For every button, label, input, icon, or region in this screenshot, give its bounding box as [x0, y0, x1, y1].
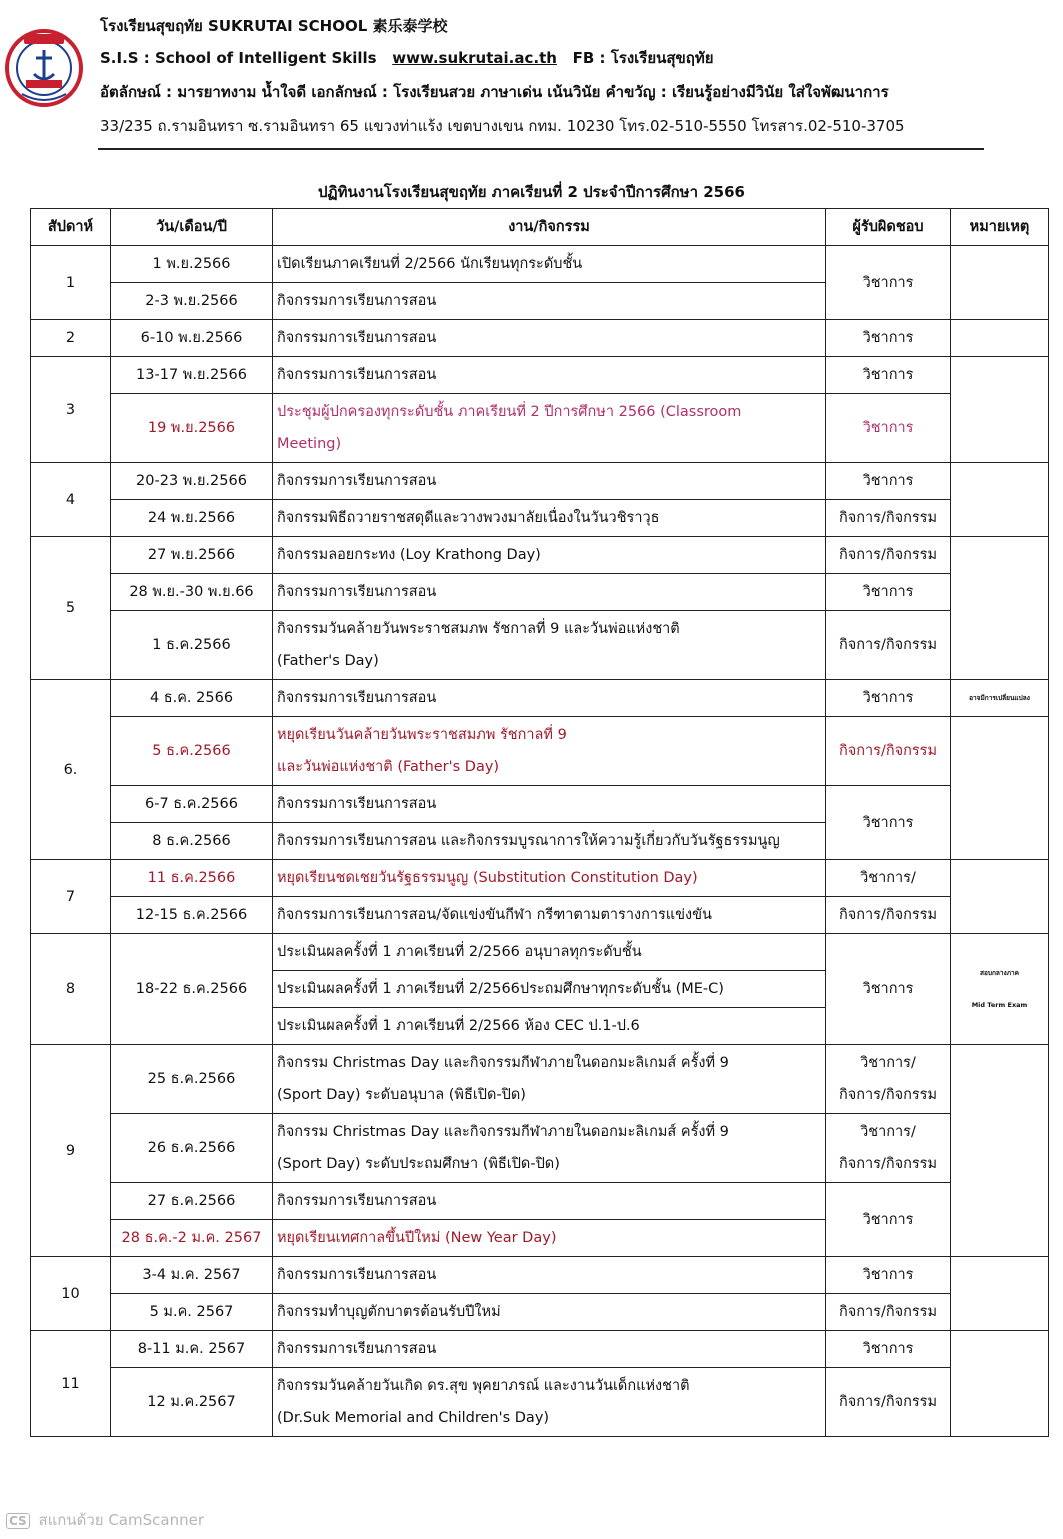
table-row: [31, 611, 1049, 680]
responsible-cell: กิจการ/กิจกรรม: [826, 1368, 951, 1437]
note-line: สอบกลางภาค: [979, 969, 1020, 977]
activity-line: (Sport Day) ระดับอนุบาล (พิธีเปิด-ปิด): [277, 1087, 526, 1103]
school-contact-line: [100, 46, 714, 70]
notes-cell: [951, 320, 1049, 357]
responsible-cell: วิชาการ: [826, 574, 951, 611]
responsible-cell: วิชาการ: [826, 680, 951, 717]
date-cell: 2-3 พ.ย.2566: [111, 283, 273, 320]
date-cell: 8 ธ.ค.2566: [111, 823, 273, 860]
date-cell: 6-7 ธ.ค.2566: [111, 786, 273, 823]
responsible-cell: วิชาการ: [826, 1331, 951, 1368]
table-row: [31, 1368, 1049, 1437]
date-cell: 19 พ.ย.2566: [111, 394, 273, 463]
activity-cell: กิจกรรมการเรียนการสอน/จัดแข่งขันกีฬา กรีฑาตามตารางการแข่งขัน: [273, 897, 826, 934]
table-row: [31, 574, 1049, 611]
table-row: [31, 1114, 1049, 1183]
responsible-cell: วิชาการ: [826, 357, 951, 394]
week-number: 1: [31, 246, 111, 320]
notes-cell: [951, 357, 1049, 463]
week-number: 6.: [31, 680, 111, 860]
activity-cell: กิจกรรมการเรียนการสอน: [273, 1331, 826, 1368]
table-row: [31, 934, 1049, 971]
notes-cell: [951, 463, 1049, 537]
school-slogan: S.I.S : School of Intelligent Skills: [100, 49, 377, 67]
activity-cell: [273, 1045, 826, 1114]
table-row: [31, 357, 1049, 394]
week-number: 7: [31, 860, 111, 934]
activity-cell: หยุดเรียนเทศกาลขึ้นปีใหม่ (New Year Day): [273, 1220, 826, 1257]
activity-cell: [273, 1368, 826, 1437]
table-row: [31, 246, 1049, 283]
activity-cell: ประเมินผลครั้งที่ 1 ภาคเรียนที่ 2/2566 อนุบาลทุกระดับชั้น: [273, 934, 826, 971]
date-cell: 1 พ.ย.2566: [111, 246, 273, 283]
date-cell: 20-23 พ.ย.2566: [111, 463, 273, 500]
col-header-notes: หมายเหตุ: [951, 209, 1049, 246]
activity-cell: กิจกรรมทำบุญตักบาตรต้อนรับปีใหม่: [273, 1294, 826, 1331]
table-row: [31, 500, 1049, 537]
activity-cell: กิจกรรมการเรียนการสอน: [273, 786, 826, 823]
camscanner-icon: CS: [6, 1513, 30, 1529]
week-number: 11: [31, 1331, 111, 1437]
table-header-row: [31, 209, 1049, 246]
activity-cell: [273, 611, 826, 680]
school-identity-line: อัตลักษณ์ : มารยาทงาม น้ำใจดี เอกลักษณ์ : โรงเรียนสวย ภาษาเด่น เน้นวินัย คำขวัญ : เรียนรู้อย่างมีวินัย ใส่ใจพัฒนาการ: [100, 83, 889, 101]
date-cell: 28 ธ.ค.-2 ม.ค. 2567: [111, 1220, 273, 1257]
activity-cell: กิจกรรมการเรียนการสอน: [273, 283, 826, 320]
date-cell: 3-4 ม.ค. 2567: [111, 1257, 273, 1294]
header-divider: [98, 148, 984, 150]
activity-line: กิจกรรม Christmas Day และกิจกรรมกีฬาภายในดอกมะลิเกมส์ ครั้งที่ 9: [277, 1055, 729, 1071]
responsible-cell: วิชาการ: [826, 1183, 951, 1257]
school-facebook: FB : โรงเรียนสุขฤทัย: [572, 49, 714, 67]
responsible-cell: กิจการ/กิจกรรม: [826, 611, 951, 680]
activity-line: กิจกรรม Christmas Day และกิจกรรมกีฬาภายในดอกมะลิเกมส์ ครั้งที่ 9: [277, 1124, 729, 1140]
activity-cell: ประเมินผลครั้งที่ 1 ภาคเรียนที่ 2/2566ประถมศึกษาทุกระดับชั้น (ME-C): [273, 971, 826, 1008]
table-row: [31, 1045, 1049, 1114]
table-row: [31, 786, 1049, 823]
week-number: 8: [31, 934, 111, 1045]
table-row: [31, 717, 1049, 786]
school-website-link[interactable]: www.sukrutai.ac.th: [392, 49, 557, 67]
school-name-line: โรงเรียนสุขฤทัย SUKRUTAI SCHOOL 素乐泰学校: [100, 17, 448, 35]
notes-cell: [951, 246, 1049, 320]
responsible-cell: กิจการ/กิจกรรม: [826, 537, 951, 574]
scanner-watermark: [6, 1508, 204, 1532]
week-number: 10: [31, 1257, 111, 1331]
date-cell: 26 ธ.ค.2566: [111, 1114, 273, 1183]
notes-cell: [951, 860, 1049, 934]
responsible-cell: วิชาการ: [826, 394, 951, 463]
week-number: 3: [31, 357, 111, 463]
date-cell: 28 พ.ย.-30 พ.ย.66: [111, 574, 273, 611]
activity-cell: กิจกรรมการเรียนการสอน: [273, 357, 826, 394]
responsible-cell: [826, 1045, 951, 1114]
table-row: [31, 394, 1049, 463]
table-row: [31, 860, 1049, 897]
week-number: 2: [31, 320, 111, 357]
notes-cell: [951, 717, 1049, 860]
activity-line: และวันพ่อแห่งชาติ (Father's Day): [277, 759, 500, 775]
date-cell: 27 พ.ย.2566: [111, 537, 273, 574]
activity-cell: หยุดเรียนชดเชยวันรัฐธรรมนูญ (Substitution Constitution Day): [273, 860, 826, 897]
activity-cell: กิจกรรมการเรียนการสอน: [273, 680, 826, 717]
responsible-cell: [826, 1114, 951, 1183]
table-row: [31, 1294, 1049, 1331]
activity-line: (Dr.Suk Memorial and Children's Day): [277, 1410, 550, 1426]
activity-cell: กิจกรรมการเรียนการสอน และกิจกรรมบูรณาการให้ความรู้เกี่ยวกับวันรัฐธรรมนูญ: [273, 823, 826, 860]
table-row: [31, 320, 1049, 357]
responsible-cell: วิชาการ: [826, 320, 951, 357]
document-title: ปฏิทินงานโรงเรียนสุขฤทัย ภาคเรียนที่ 2 ประจำปีการศึกษา 2566: [318, 183, 745, 201]
responsible-line: วิชาการ/: [860, 1124, 916, 1140]
activity-line: กิจกรรมวันคล้ายวันพระราชสมภพ รัชกาลที่ 9 และวันพ่อแห่งชาติ: [277, 621, 680, 637]
date-cell: 11 ธ.ค.2566: [111, 860, 273, 897]
responsible-cell: กิจการ/กิจกรรม: [826, 500, 951, 537]
activity-cell: กิจกรรมลอยกระทง (Loy Krathong Day): [273, 537, 826, 574]
activity-cell: เปิดเรียนภาคเรียนที่ 2/2566 นักเรียนทุกระดับชั้น: [273, 246, 826, 283]
date-cell: 4 ธ.ค. 2566: [111, 680, 273, 717]
responsible-cell: วิชาการ: [826, 463, 951, 500]
activity-line: Meeting): [277, 436, 342, 452]
responsible-cell: วิชาการ: [826, 786, 951, 860]
date-cell: 5 ธ.ค.2566: [111, 717, 273, 786]
letterhead: [0, 0, 1063, 160]
col-header-week: สัปดาห์: [31, 209, 111, 246]
date-cell: 12 ม.ค.2567: [111, 1368, 273, 1437]
col-header-activity: งาน/กิจกรรม: [273, 209, 826, 246]
date-cell: 6-10 พ.ย.2566: [111, 320, 273, 357]
week-number: 9: [31, 1045, 111, 1257]
responsible-cell: วิชาการ/: [826, 860, 951, 897]
table-row: [31, 680, 1049, 717]
activity-cell: ประเมินผลครั้งที่ 1 ภาคเรียนที่ 2/2566 ห้อง CEC ป.1-ป.6: [273, 1008, 826, 1045]
notes-cell: [951, 537, 1049, 680]
activity-cell: กิจกรรมการเรียนการสอน: [273, 1257, 826, 1294]
school-address-line: 33/235 ถ.รามอินทรา ซ.รามอินทรา 65 แขวงท่าแร้ง เขตบางเขน กทม. 10230 โทร.02-510-5550 โทรสาร.02-510-3705: [100, 117, 905, 135]
responsible-cell: กิจการ/กิจกรรม: [826, 1294, 951, 1331]
responsible-line: กิจการ/กิจกรรม: [838, 1156, 938, 1172]
watermark-text: สแกนด้วย CamScanner: [38, 1511, 204, 1529]
col-header-responsible: ผู้รับผิดชอบ: [826, 209, 951, 246]
week-number: 5: [31, 537, 111, 680]
activity-cell: [273, 394, 826, 463]
responsible-cell: วิชาการ: [826, 1257, 951, 1294]
table-row: [31, 463, 1049, 500]
date-cell: 25 ธ.ค.2566: [111, 1045, 273, 1114]
activity-line: (Sport Day) ระดับประถมศึกษา (พิธีเปิด-ปิด): [277, 1156, 560, 1172]
table-row: [31, 897, 1049, 934]
activity-cell: กิจกรรมการเรียนการสอน: [273, 320, 826, 357]
responsible-cell: วิชาการ: [826, 934, 951, 1045]
responsible-cell: วิชาการ: [826, 246, 951, 320]
activity-cell: [273, 717, 826, 786]
activity-cell: กิจกรรมการเรียนการสอน: [273, 1183, 826, 1220]
responsible-line: วิชาการ/: [860, 1055, 916, 1071]
responsible-cell: กิจการ/กิจกรรม: [826, 897, 951, 934]
activity-cell: กิจกรรมการเรียนการสอน: [273, 463, 826, 500]
date-cell: 1 ธ.ค.2566: [111, 611, 273, 680]
week-number: 4: [31, 463, 111, 537]
activity-cell: [273, 1114, 826, 1183]
date-cell: 13-17 พ.ย.2566: [111, 357, 273, 394]
table-row: [31, 1331, 1049, 1368]
date-cell: 24 พ.ย.2566: [111, 500, 273, 537]
notes-cell: [951, 1257, 1049, 1331]
table-row: [31, 537, 1049, 574]
date-cell: 27 ธ.ค.2566: [111, 1183, 273, 1220]
notes-cell: อาจมีการเปลี่ยนแปลง: [951, 680, 1049, 717]
date-cell: 5 ม.ค. 2567: [111, 1294, 273, 1331]
activity-line: กิจกรรมวันคล้ายวันเกิด ดร.สุข พุคยาภรณ์ และงานวันเด็กแห่งชาติ: [277, 1378, 690, 1394]
notes-cell: [951, 934, 1049, 1045]
activity-line: (Father's Day): [277, 653, 379, 669]
responsible-cell: กิจการ/กิจกรรม: [826, 717, 951, 786]
activity-cell: กิจกรรมพิธีถวายราชสดุดีและวางพวงมาลัยเนื่องในวันวชิราวุธ: [273, 500, 826, 537]
school-logo-emblem: [4, 28, 84, 108]
activity-line: หยุดเรียนวันคล้ายวันพระราชสมภพ รัชกาลที่ 9: [277, 727, 567, 743]
note-line: Mid Term Exam: [971, 1001, 1028, 1009]
table-row: [31, 1183, 1049, 1220]
calendar-table: [30, 208, 1049, 1437]
notes-cell: [951, 1331, 1049, 1437]
table-row: [31, 1257, 1049, 1294]
col-header-date: วัน/เดือน/ปี: [111, 209, 273, 246]
date-cell: 12-15 ธ.ค.2566: [111, 897, 273, 934]
notes-cell: [951, 1045, 1049, 1257]
responsible-line: กิจการ/กิจกรรม: [838, 1087, 938, 1103]
date-cell: 8-11 ม.ค. 2567: [111, 1331, 273, 1368]
activity-line: ประชุมผู้ปกครองทุกระดับชั้น ภาคเรียนที่ 2 ปีการศึกษา 2566 (Classroom: [277, 404, 742, 420]
date-cell: 18-22 ธ.ค.2566: [111, 934, 273, 1045]
activity-cell: กิจกรรมการเรียนการสอน: [273, 574, 826, 611]
